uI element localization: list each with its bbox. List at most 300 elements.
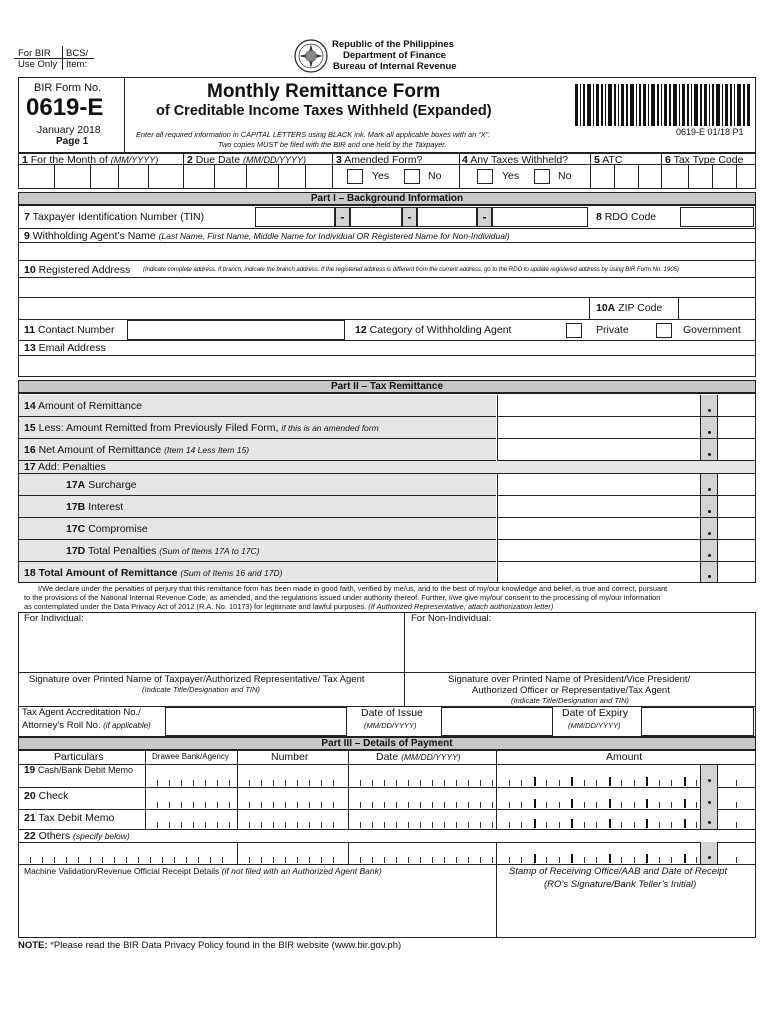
form-no-label: BIR Form No. bbox=[34, 82, 102, 94]
for-non-individual-label: For Non-Individual: bbox=[411, 613, 492, 624]
cell-tick bbox=[736, 822, 737, 828]
declaration-line2: to the provisions of the National Internal Revenue Code, as amended, and the regulations issued under authority thereof. Further, I/we give my/our consent to the processing of my/our information bbox=[24, 593, 661, 602]
cell-tick bbox=[684, 799, 686, 808]
payment-19-amount-field[interactable] bbox=[496, 765, 700, 787]
machine-validation-field[interactable] bbox=[20, 880, 494, 936]
cell-tick bbox=[114, 857, 115, 863]
agent-accreditation-field[interactable] bbox=[165, 707, 347, 736]
use-only-label: Use Only bbox=[18, 59, 58, 70]
item-label: Item: bbox=[66, 59, 88, 70]
cell-tick bbox=[261, 822, 262, 828]
cell-tick bbox=[321, 802, 322, 808]
rdo-code-field[interactable] bbox=[680, 207, 754, 227]
tin-dash-1: - bbox=[335, 207, 350, 227]
cell-tick bbox=[102, 857, 103, 863]
cell-tick bbox=[546, 802, 547, 808]
cell-tick bbox=[534, 799, 536, 808]
registered-address-field-2[interactable] bbox=[19, 297, 589, 319]
cell-tick bbox=[396, 802, 397, 808]
government-label: Government bbox=[683, 324, 741, 336]
cell-tick bbox=[217, 802, 218, 808]
date-expiry-format: (MM/DD/YYYY) bbox=[568, 721, 621, 730]
cell-tick bbox=[372, 780, 373, 786]
date-expiry-label: Date of Expiry bbox=[562, 707, 628, 719]
cell-tick bbox=[546, 780, 547, 786]
part2-label-17D: 17D Total Penalties (Sum of Items 17A to 17C) bbox=[66, 545, 260, 557]
cell-tick bbox=[546, 822, 547, 828]
part2-decimal-sep-17B bbox=[700, 496, 718, 518]
part2-cents-field-17B[interactable] bbox=[718, 496, 755, 518]
row19-label: 19 Cash/Bank Debit Memo bbox=[24, 765, 133, 776]
cell-tick bbox=[181, 780, 182, 786]
cell-tick bbox=[584, 857, 585, 863]
part2-label-18: 18 Total Amount of Remittance (Sum of Items 16 and 17D) bbox=[24, 567, 283, 579]
cell-tick bbox=[480, 780, 481, 786]
bcs-label: BCS/ bbox=[66, 48, 89, 59]
cell-tick bbox=[509, 780, 510, 786]
cell-tick bbox=[138, 857, 139, 863]
cell-tick bbox=[384, 857, 385, 863]
cell-tick bbox=[634, 802, 635, 808]
tin-part2-field[interactable] bbox=[350, 207, 402, 227]
cell-tick bbox=[420, 857, 421, 863]
cell-tick bbox=[584, 780, 585, 786]
payment-22-decimal-sep bbox=[700, 842, 718, 864]
sig-non-caption-2: Authorized Officer or Representative/Tax Agent bbox=[472, 685, 670, 696]
for-individual-label: For Individual: bbox=[24, 613, 84, 624]
cell-tick bbox=[596, 857, 597, 863]
payment-20-decimal-sep bbox=[700, 787, 718, 809]
decimal-point bbox=[708, 554, 711, 557]
non-individual-signature-field[interactable] bbox=[406, 626, 754, 672]
payment-19-drawee-field[interactable] bbox=[145, 765, 237, 787]
cell-tick bbox=[509, 857, 510, 863]
cell-tick bbox=[408, 802, 409, 808]
cell-tick bbox=[646, 777, 648, 786]
cell-tick bbox=[285, 802, 286, 808]
cell-tick bbox=[273, 822, 274, 828]
cell-tick bbox=[621, 802, 622, 808]
cell-tick bbox=[333, 802, 334, 808]
cell-tick bbox=[174, 857, 175, 863]
cell-tick bbox=[559, 822, 560, 828]
page-number: Page 1 bbox=[56, 136, 89, 147]
payment-20-amount-field[interactable] bbox=[496, 787, 700, 809]
payment-21-amount-field[interactable] bbox=[496, 809, 700, 829]
cell-tick bbox=[360, 780, 361, 786]
cell-tick bbox=[456, 822, 457, 828]
item5-label: 5 ATC bbox=[594, 154, 623, 166]
cell-tick bbox=[333, 857, 334, 863]
cell-tick bbox=[659, 857, 660, 863]
cell-tick bbox=[181, 822, 182, 828]
cell-tick bbox=[444, 780, 445, 786]
cell-tick bbox=[384, 822, 385, 828]
cell-tick bbox=[205, 822, 206, 828]
sig-non-caption-1: Signature over Printed Name of President/Vice President/ bbox=[448, 674, 691, 685]
cell-tick bbox=[521, 857, 522, 863]
cell-tick bbox=[634, 780, 635, 786]
part2-decimal-sep-17C bbox=[700, 518, 718, 540]
cell-tick bbox=[736, 802, 737, 808]
form-date: January 2018 bbox=[37, 124, 101, 136]
declaration-line1: I/We declare under the penalties of perjury that this remittance form has been made in good faith, verified by me/us, and to the best of my/our knowledge and belief, is true and correct, pursuant bbox=[38, 584, 668, 593]
item6-label: 6 Tax Type Code bbox=[665, 154, 744, 166]
row21-label: 21 Tax Debit Memo bbox=[24, 812, 115, 824]
cell-tick bbox=[468, 822, 469, 828]
cell-tick bbox=[634, 857, 635, 863]
decimal-point bbox=[708, 488, 711, 491]
payment-19-date-field[interactable] bbox=[348, 765, 496, 787]
cell-tick bbox=[210, 857, 211, 863]
cell-tick bbox=[396, 780, 397, 786]
part2-cents-field-17C[interactable] bbox=[718, 518, 755, 540]
cell-tick bbox=[684, 819, 686, 828]
contact-number-label: 11 Contact Number bbox=[24, 324, 115, 336]
cell-tick bbox=[596, 780, 597, 786]
part2-decimal-sep-17A bbox=[700, 474, 718, 496]
payment-19-decimal-sep bbox=[700, 765, 718, 787]
taxes-withheld-no-checkbox[interactable] bbox=[534, 169, 550, 184]
cell-tick bbox=[432, 822, 433, 828]
cell-tick bbox=[181, 802, 182, 808]
part2-amount-field-14[interactable] bbox=[497, 395, 700, 417]
part2-cents-field-14[interactable] bbox=[718, 395, 755, 417]
part2-amount-field-15[interactable] bbox=[497, 417, 700, 439]
cell-tick bbox=[432, 802, 433, 808]
cell-tick bbox=[456, 857, 457, 863]
cell-tick bbox=[90, 857, 91, 863]
cell-tick bbox=[534, 777, 536, 786]
cell-tick bbox=[205, 780, 206, 786]
republic-text: Republic of the Philippines bbox=[332, 39, 454, 50]
cell-tick bbox=[609, 819, 611, 828]
payment-19-number-field[interactable] bbox=[237, 765, 348, 787]
cell-tick bbox=[309, 802, 310, 808]
sig-individual-note: (Indicate Title/Designation and TIN) bbox=[142, 685, 260, 694]
cell-tick bbox=[408, 780, 409, 786]
cell-tick bbox=[456, 802, 457, 808]
cell-tick bbox=[659, 780, 660, 786]
cell-tick bbox=[157, 822, 158, 828]
machine-validation-label: Machine Validation/Revenue Official Receipt Details (if not filed with an Authorized Agent Bank) bbox=[24, 866, 382, 876]
part2-label-17A: 17A Surcharge bbox=[66, 479, 137, 491]
amended-no-label: No bbox=[428, 170, 442, 182]
declaration-line3: as contemplated under the Data Privacy Act of 2012 (R.A. No. 10173) for legitimate and lawful purposes. (If Authorized Representative, attach authorization letter) bbox=[24, 602, 554, 611]
payment-22-number-field[interactable] bbox=[237, 842, 348, 864]
cell-tick bbox=[229, 780, 230, 786]
decimal-point bbox=[708, 801, 711, 804]
cell-tick bbox=[66, 857, 67, 863]
email-field[interactable] bbox=[19, 355, 755, 376]
cell-tick bbox=[621, 780, 622, 786]
cell-tick bbox=[646, 854, 648, 863]
cell-tick bbox=[659, 802, 660, 808]
part3-title: Part III – Details of Payment bbox=[18, 737, 756, 750]
agent-accreditation-label-1: Tax Agent Accreditation No./ bbox=[22, 707, 141, 718]
footer-note: NOTE: *Please read the BIR Data Privacy Policy found in the BIR website (www.bir.gov.ph) bbox=[18, 940, 402, 951]
cell-tick bbox=[534, 819, 536, 828]
cell-tick bbox=[696, 857, 697, 863]
cell-tick bbox=[78, 857, 79, 863]
cell-tick bbox=[217, 780, 218, 786]
col-particulars: Particulars bbox=[54, 751, 104, 763]
cell-tick bbox=[157, 802, 158, 808]
agent-accreditation-label-2: Attorney’s Roll No. (if applicable) bbox=[22, 720, 151, 731]
cell-tick bbox=[297, 822, 298, 828]
cell-tick bbox=[408, 822, 409, 828]
agent-name-label: 9 Withholding Agent’s Name (Last Name, First Name, Middle Name for Individual OR Registered Name for Non-Individual) bbox=[24, 230, 510, 242]
cell-tick bbox=[249, 822, 250, 828]
item1-label: 1 For the Month of (MM/YYYY) bbox=[22, 154, 159, 166]
part2-label-16: 16 Net Amount of Remittance (Item 14 Less Item 15) bbox=[24, 444, 250, 456]
cell-tick bbox=[309, 780, 310, 786]
tin-dash-2: - bbox=[402, 207, 417, 227]
cell-tick bbox=[596, 822, 597, 828]
cell-tick bbox=[372, 802, 373, 808]
part2-label-15: 15 Less: Amount Remitted from Previously Filed Form, if this is an amended form bbox=[24, 422, 379, 434]
cell-tick bbox=[384, 780, 385, 786]
bir-seal-icon bbox=[294, 39, 328, 73]
date-issue-field[interactable] bbox=[441, 707, 553, 736]
cell-tick bbox=[671, 802, 672, 808]
decimal-point bbox=[708, 409, 711, 412]
payment-20-drawee-field[interactable] bbox=[145, 787, 237, 809]
cell-tick bbox=[634, 822, 635, 828]
part2-label-17: 17 Add: Penalties bbox=[24, 461, 106, 473]
part2-row-17 bbox=[19, 461, 755, 474]
cell-tick bbox=[193, 802, 194, 808]
col-date: Date (MM/DD/YYYY) bbox=[376, 751, 461, 763]
part2-decimal-sep-18 bbox=[700, 562, 718, 583]
cell-tick bbox=[261, 780, 262, 786]
cell-tick bbox=[273, 780, 274, 786]
part2-decimal-sep-17D bbox=[700, 540, 718, 562]
cell-tick bbox=[480, 822, 481, 828]
cell-tick bbox=[696, 822, 697, 828]
part2-amount-field-17A[interactable] bbox=[497, 474, 700, 496]
barcode-icon bbox=[575, 84, 751, 126]
zip-code-field[interactable] bbox=[679, 298, 755, 318]
col-drawee: Drawee Bank/Agency bbox=[152, 752, 229, 761]
cell-tick bbox=[372, 822, 373, 828]
sig-non-note: (Indicate Title/Designation and TIN) bbox=[511, 696, 629, 705]
cell-tick bbox=[285, 822, 286, 828]
cell-tick bbox=[492, 822, 493, 828]
part2-label-17C: 17C Compromise bbox=[66, 523, 148, 535]
cell-tick bbox=[596, 802, 597, 808]
cell-tick bbox=[54, 857, 55, 863]
cell-tick bbox=[646, 819, 648, 828]
zip-label: 10A ZIP Code bbox=[596, 302, 663, 314]
cell-tick bbox=[420, 822, 421, 828]
part2-amount-field-16[interactable] bbox=[497, 439, 700, 461]
part2-cents-field-18[interactable] bbox=[718, 562, 755, 583]
private-label: Private bbox=[596, 324, 629, 336]
cell-tick bbox=[696, 780, 697, 786]
form-subtitle: of Creditable Income Taxes Withheld (Expanded) bbox=[156, 103, 492, 119]
cell-tick bbox=[659, 822, 660, 828]
cell-tick bbox=[509, 822, 510, 828]
cell-tick bbox=[609, 777, 611, 786]
cell-tick bbox=[621, 857, 622, 863]
decimal-point bbox=[708, 821, 711, 824]
cell-tick bbox=[609, 854, 611, 863]
cell-tick bbox=[521, 780, 522, 786]
payment-22-date-field[interactable] bbox=[348, 842, 496, 864]
decimal-point bbox=[708, 575, 711, 578]
rdo-label: 8 RDO Code bbox=[596, 211, 657, 223]
payment-22-drawee-field[interactable] bbox=[18, 842, 237, 864]
tin-label: 7 Taxpayer Identification Number (TIN) bbox=[24, 211, 205, 223]
cell-tick bbox=[285, 780, 286, 786]
cell-tick bbox=[584, 802, 585, 808]
payment-21-date-field[interactable] bbox=[348, 809, 496, 829]
cell-tick bbox=[273, 857, 274, 863]
cell-tick bbox=[559, 780, 560, 786]
instructions-line2: Two copies MUST be filed with the BIR and one held by the Taxpayer. bbox=[218, 140, 447, 149]
cell-tick bbox=[198, 857, 199, 863]
department-text: Department of Finance bbox=[343, 50, 446, 61]
stamp-caption-2: (RO’s Signature/Bank Teller’s Initial) bbox=[544, 879, 697, 890]
part2-cents-field-17D[interactable] bbox=[718, 540, 755, 562]
cell-tick bbox=[249, 857, 250, 863]
cell-tick bbox=[444, 822, 445, 828]
cell-tick bbox=[321, 822, 322, 828]
part2-amount-field-17B[interactable] bbox=[497, 496, 700, 518]
cell-tick bbox=[360, 857, 361, 863]
cell-tick bbox=[193, 822, 194, 828]
category-label: 12 Category of Withholding Agent bbox=[355, 324, 512, 336]
payment-22-amount-field[interactable] bbox=[496, 842, 700, 864]
cell-tick bbox=[261, 802, 262, 808]
cell-tick bbox=[621, 822, 622, 828]
cell-tick bbox=[186, 857, 187, 863]
form-number: 0619-E bbox=[26, 94, 104, 121]
instructions-line1: Enter all required information in CAPITAL LETTERS using BLACK ink. Mark all applicable boxes with an “X”. bbox=[136, 130, 491, 139]
decimal-point bbox=[708, 532, 711, 535]
cell-tick bbox=[671, 822, 672, 828]
cell-tick bbox=[297, 857, 298, 863]
part2-cents-field-17A[interactable] bbox=[718, 474, 755, 496]
date-expiry-field[interactable] bbox=[641, 707, 754, 736]
cell-tick bbox=[571, 854, 573, 863]
part2-amount-field-17D[interactable] bbox=[497, 540, 700, 562]
cell-tick bbox=[420, 802, 421, 808]
cell-tick bbox=[468, 802, 469, 808]
part1-title: Part I – Background Information bbox=[18, 192, 756, 205]
tin-part4-field[interactable] bbox=[492, 207, 588, 227]
payment-21-number-field[interactable] bbox=[237, 809, 348, 829]
part2-cents-field-16[interactable] bbox=[718, 439, 755, 461]
cell-tick bbox=[169, 822, 170, 828]
cell-tick bbox=[456, 780, 457, 786]
payment-20-date-field[interactable] bbox=[348, 787, 496, 809]
cell-tick bbox=[480, 802, 481, 808]
cell-tick bbox=[736, 780, 737, 786]
cell-tick bbox=[261, 857, 262, 863]
part2-amount-field-17C[interactable] bbox=[497, 518, 700, 540]
cell-tick bbox=[229, 802, 230, 808]
cell-tick bbox=[217, 822, 218, 828]
cell-tick bbox=[571, 819, 573, 828]
amended-no-checkbox[interactable] bbox=[404, 169, 420, 184]
cell-tick bbox=[444, 857, 445, 863]
item2-label: 2 Due Date (MM/DD/YYYY) bbox=[187, 154, 307, 166]
row20-label: 20 Check bbox=[24, 790, 69, 802]
cell-tick bbox=[333, 822, 334, 828]
cell-tick bbox=[249, 802, 250, 808]
cell-tick bbox=[321, 857, 322, 863]
decimal-point bbox=[708, 856, 711, 859]
cell-tick bbox=[480, 857, 481, 863]
cell-tick bbox=[571, 777, 573, 786]
tin-part3-field[interactable] bbox=[417, 207, 477, 227]
cell-tick bbox=[360, 822, 361, 828]
cell-tick bbox=[42, 857, 43, 863]
cell-tick bbox=[432, 857, 433, 863]
cell-tick bbox=[169, 780, 170, 786]
decimal-point bbox=[708, 779, 711, 782]
registered-address-label: 10 Registered Address bbox=[24, 264, 131, 276]
taxes-withheld-no-label: No bbox=[558, 170, 572, 182]
cell-tick bbox=[408, 857, 409, 863]
cell-tick bbox=[468, 857, 469, 863]
payment-21-drawee-field[interactable] bbox=[145, 809, 237, 829]
cell-tick bbox=[360, 802, 361, 808]
cell-tick bbox=[684, 854, 686, 863]
col-number: Number bbox=[271, 751, 309, 763]
cell-tick bbox=[30, 857, 31, 863]
cell-tick bbox=[509, 802, 510, 808]
agent-name-field[interactable] bbox=[19, 242, 755, 260]
payment-20-number-field[interactable] bbox=[237, 787, 348, 809]
for-bir-label: For BIR bbox=[18, 48, 51, 59]
cell-tick bbox=[646, 799, 648, 808]
item4-label: 4 Any Taxes Withheld? bbox=[462, 154, 569, 166]
part2-decimal-sep-14 bbox=[700, 395, 718, 417]
cell-tick bbox=[696, 802, 697, 808]
registered-address-note: (Indicate complete address. If branch, indicate the branch address. If the registered address is different from the current address, go to the RDO to update registered address by using BIR Form No. 1905) bbox=[143, 266, 679, 273]
cell-tick bbox=[671, 857, 672, 863]
cell-tick bbox=[273, 802, 274, 808]
part2-label-17B: 17B Interest bbox=[66, 501, 124, 513]
cell-tick bbox=[285, 857, 286, 863]
cell-tick bbox=[584, 822, 585, 828]
part2-amount-field-18[interactable] bbox=[497, 562, 700, 583]
cell-tick bbox=[297, 780, 298, 786]
contact-number-field[interactable] bbox=[127, 320, 345, 340]
item3-label: 3 Amended Form? bbox=[336, 154, 423, 166]
part2-title: Part II – Tax Remittance bbox=[18, 380, 756, 393]
cell-tick bbox=[521, 802, 522, 808]
private-checkbox[interactable] bbox=[566, 323, 582, 338]
amended-yes-checkbox[interactable] bbox=[347, 169, 363, 184]
government-checkbox[interactable] bbox=[656, 323, 672, 338]
cell-tick bbox=[396, 822, 397, 828]
part2-decimal-sep-15 bbox=[700, 417, 718, 439]
cell-tick bbox=[546, 857, 547, 863]
registered-address-field-1[interactable] bbox=[19, 277, 755, 297]
cell-tick bbox=[321, 780, 322, 786]
decimal-point bbox=[708, 431, 711, 434]
decimal-point bbox=[708, 510, 711, 513]
part2-cents-field-15[interactable] bbox=[718, 417, 755, 439]
tin-part1-field[interactable] bbox=[255, 207, 335, 227]
cell-tick bbox=[309, 822, 310, 828]
individual-signature-field[interactable] bbox=[20, 626, 402, 672]
taxes-withheld-yes-checkbox[interactable] bbox=[477, 169, 493, 184]
